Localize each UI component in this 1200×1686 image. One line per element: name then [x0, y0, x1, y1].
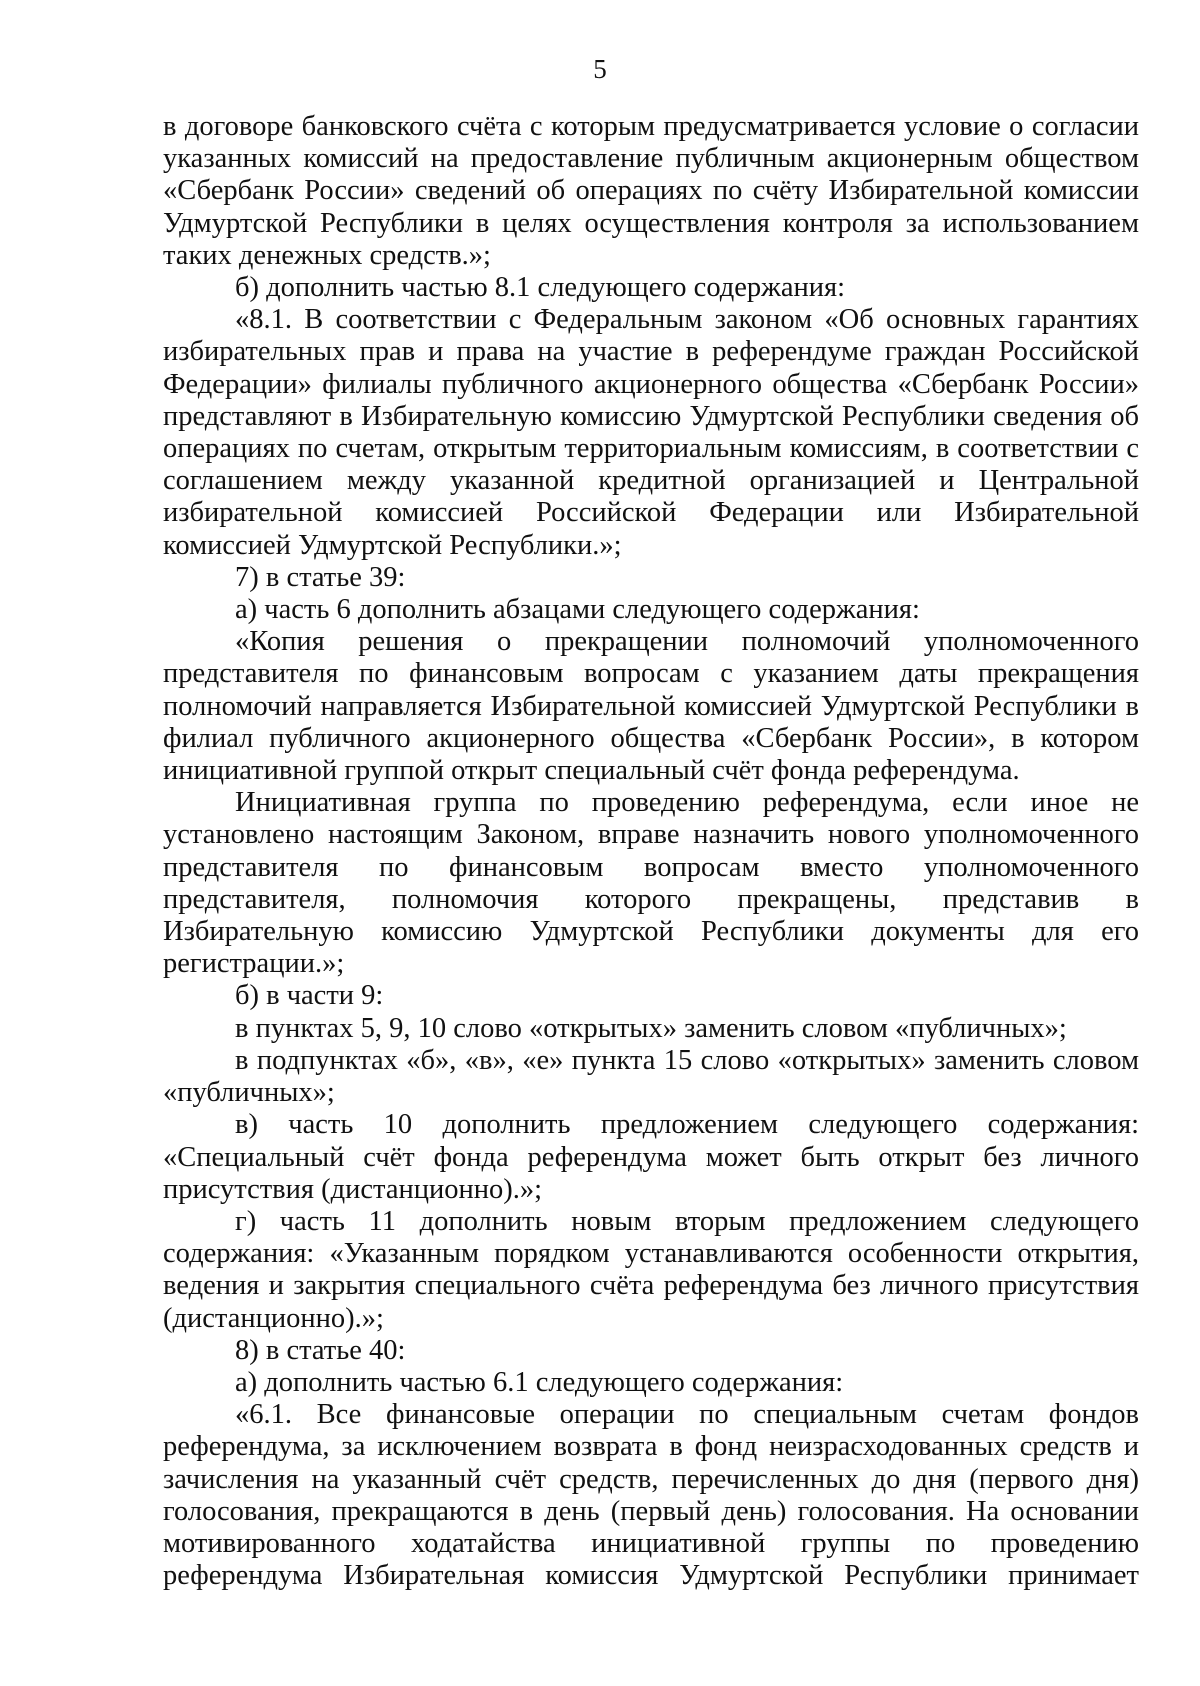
paragraph: а) дополнить частью 6.1 следующего содержания:	[235, 1366, 844, 1398]
paragraph: б) дополнить частью 8.1 следующего содержания:	[235, 272, 846, 304]
paragraph: б) в части 9:	[235, 980, 384, 1012]
paragraph: «8.1. В соответствии с Федеральным законом «Об основных гарантиях избирательных прав и права на участие в референдуме граждан Российской Федерации» филиалы публичного акционерного общества «Сбербанк России» представляют в Избирательную комиссию Удмуртской Республики сведения об операциях по счетам, открытым территориальным комиссиям, в соответствии с соглашением между указанной кредитной организацией и Центральной избирательной комиссией Российской Федерации или Избирательной комиссией Удмуртской Республики.»;	[163, 304, 1139, 561]
paragraph-continued: «6.1. Все финансовые операции по специальным счетам фондов референдума, за исключением возврата в фонд неизрасходованных средств и зачисления на указанный счёт средств, перечисленных до дня (первого дня) голосования, прекращаются в день (первый день) голосования. На основании мотивированного ходатайства инициативной группы по проведению референдума Избирательная комиссия Удмуртской Республики принимает	[163, 1399, 1139, 1592]
paragraph: Инициативная группа по проведению референдума, если иное не установлено настоящим Законом, вправе назначить нового уполномоченного представителя по финансовым вопросам вместо уполномоченного представителя, полномочия которого прекращены, представив в Избирательную комиссию Удмуртской Республики документы для его регистрации.»;	[163, 787, 1139, 980]
page-number: 5	[593, 54, 607, 84]
paragraph: г) часть 11 дополнить новым вторым предложением следующего содержания: «Указанным порядком устанавливаются особенности открытия, ведения и закрытия специального счёта референдума без личного присутствия (дистанционно).»;	[163, 1205, 1139, 1334]
paragraph: в пунктах 5, 9, 10 слово «открытых» заменить словом «публичных»;	[235, 1012, 1067, 1044]
paragraph: в) часть 10 дополнить предложением следующего содержания: «Специальный счёт фонда референдума может быть открыт без личного присутствия (дистанционно).»;	[163, 1109, 1139, 1205]
paragraph: в договоре банковского счёта с которым предусматривается условие о согласии указанных комиссий на предоставление публичным акционерным обществом «Сбербанк России» сведений об операциях по счёту Избирательной комиссии Удмуртской Республики в целях осуществления контроля за использованием таких денежных средств.»;	[163, 111, 1139, 271]
paragraph: 8) в статье 40:	[235, 1334, 406, 1366]
document-body	[163, 111, 1139, 1592]
paragraph: в подпунктах «б», «в», «е» пункта 15 слово «открытых» заменить словом «публичных»;	[163, 1044, 1139, 1109]
paragraph: а) часть 6 дополнить абзацами следующего содержания:	[235, 594, 920, 626]
paragraph: «Копия решения о прекращении полномочий уполномоченного представителя по финансовым вопросам с указанием даты прекращения полномочий направляется Избирательной комиссией Удмуртской Республики в филиал публичного акционерного общества «Сбербанк России», в котором инициативной группой открыт специальный счёт фонда референдума.	[163, 626, 1139, 787]
paragraph: 7) в статье 39:	[235, 561, 406, 593]
